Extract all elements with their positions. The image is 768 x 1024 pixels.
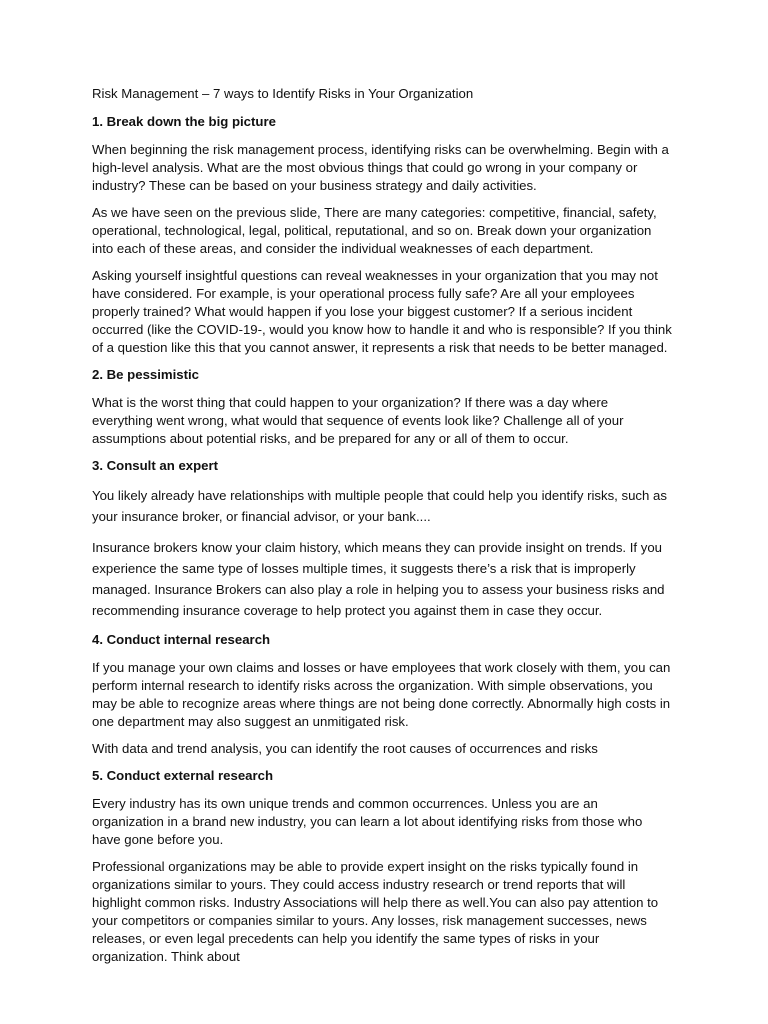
section-heading: 4. Conduct internal research bbox=[92, 632, 271, 647]
document-title: Risk Management – 7 ways to Identify Risks in Your Organization bbox=[92, 86, 474, 101]
section-heading: 1. Break down the big picture bbox=[92, 114, 276, 129]
paragraph: When beginning the risk management process, identifying risks can be overwhelming. Begin with a high-level analysis. What are the most obvious things that could go wrong in your company or industry? These can be based on your business strategy and daily activities. bbox=[92, 142, 669, 193]
paragraph: You likely already have relationships with multiple people that could help you identify risks, such as your insurance broker, or financial advisor, or your bank.... bbox=[92, 488, 667, 524]
section-consult-expert bbox=[92, 457, 672, 621]
section-heading: 5. Conduct external research bbox=[92, 768, 274, 783]
paragraph: Asking yourself insightful questions can reveal weaknesses in your organization that you may not have considered. For example, is your operational process fully safe? Are all your employees properly trained? What would happen if you lose your biggest customer? If a serious incident occurred (like the COVID-19-, would you know how to handle it and who is responsible? If you think of a question like this that you cannot answer, it represents a risk that needs to be better managed. bbox=[92, 268, 672, 355]
paragraph: If you manage your own claims and losses or have employees that work closely with them, you can perform internal research to identify risks across the organization. With simple observations, you may be able to recognize areas where things are not being done correctly. Abnormally high costs in one department may also suggest an unmitigated risk. bbox=[92, 660, 671, 729]
section-be-pessimistic bbox=[92, 366, 672, 448]
paragraph: Every industry has its own unique trends and common occurrences. Unless you are an organization in a brand new industry, you can learn a lot about identifying risks from those who have gone before you. bbox=[92, 796, 643, 847]
section-heading: 3. Consult an expert bbox=[92, 458, 219, 473]
paragraph: Professional organizations may be able to provide expert insight on the risks typically found in organizations similar to yours. They could access industry research or trend reports that will highlight common risks. Industry Associations will help there as well.You can also pay attention to your competitors or companies similar to yours. Any losses, risk management successes, news releases, or even legal precedents can help you identify the same types of risks in your organization. Think about bbox=[92, 859, 659, 964]
section-break-down bbox=[92, 113, 672, 357]
section-external-research bbox=[92, 767, 672, 966]
paragraph: What is the worst thing that could happen to your organization? If there was a day where everything went wrong, what would that sequence of events look like? Challenge all of your assumptions about potential risks, and be prepared for any or all of them to occur. bbox=[92, 395, 624, 446]
paragraph: With data and trend analysis, you can identify the root causes of occurrences and risks bbox=[92, 741, 598, 756]
document-page bbox=[92, 78, 672, 975]
paragraph: Insurance brokers know your claim history, which means they can provide insight on trends. If you experience the same type of losses multiple times, it suggests there’s a risk that is improperly managed. Insurance Brokers can also play a role in helping you to assess your business risks and recommending insurance coverage to help protect you against them in case they occur. bbox=[92, 540, 665, 618]
paragraph: As we have seen on the previous slide, There are many categories: competitive, financial, safety, operational, technological, legal, political, reputational, and so on. Break down your organization into each of these areas, and consider the individual weaknesses of each department. bbox=[92, 205, 657, 256]
section-heading: 2. Be pessimistic bbox=[92, 367, 200, 382]
section-internal-research bbox=[92, 631, 672, 758]
